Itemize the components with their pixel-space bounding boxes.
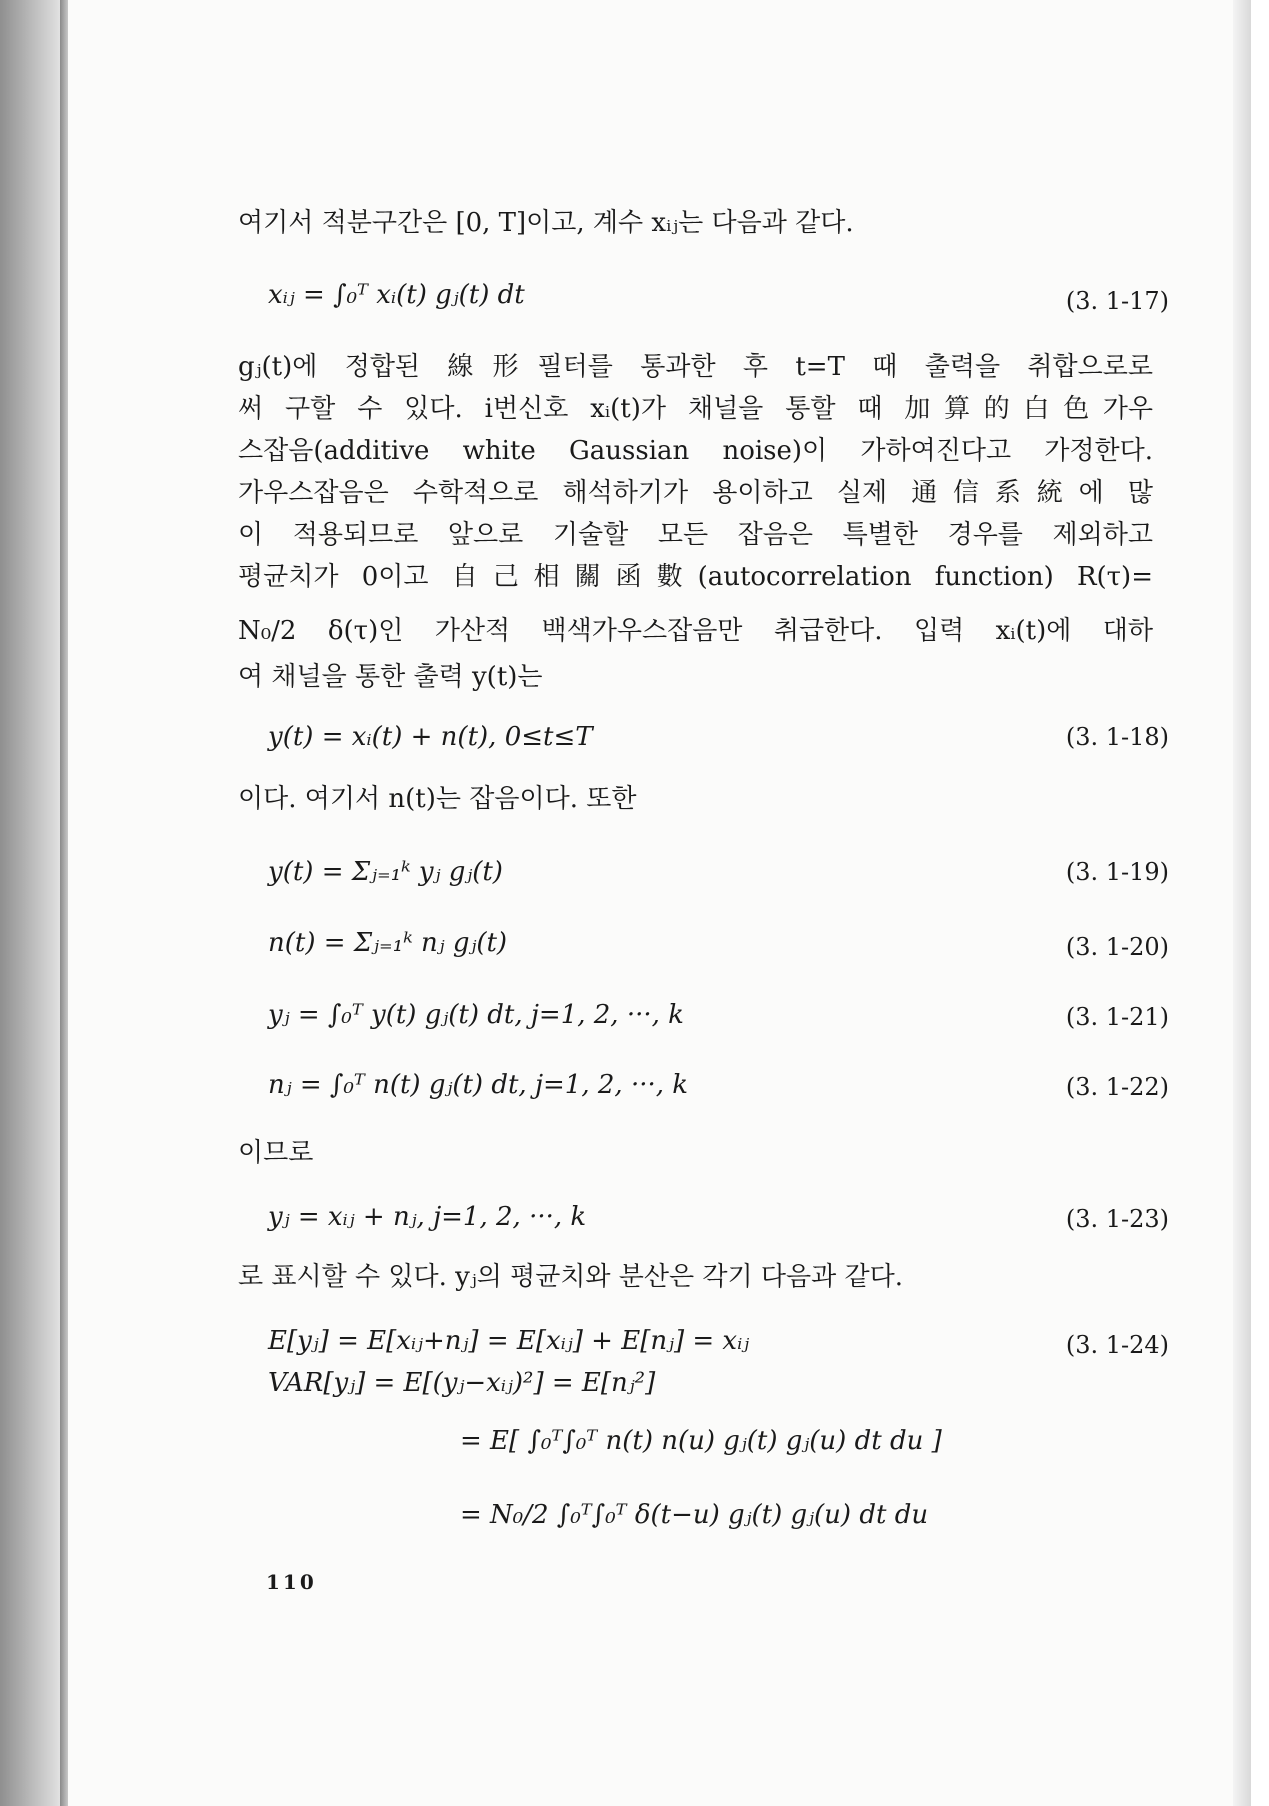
book-spine	[0, 0, 68, 1806]
equation-number: (3. 1-20)	[1065, 933, 1169, 961]
equation-number: (3. 1-24)	[1065, 1331, 1169, 1359]
equation-expr: y(t) = xᵢ(t) + n(t), 0≤t≤T	[268, 722, 593, 752]
equation-3-1-23	[268, 1198, 586, 1236]
equation-expr: xᵢⱼ = ∫₀ᵀ xᵢ(t) gⱼ(t) dt	[268, 280, 525, 310]
equation-expr: nⱼ = ∫₀ᵀ n(t) gⱼ(t) dt, j=1, 2, ···, k	[268, 1070, 689, 1100]
text-line-7: 평균치가 0이고 自己相關函數(autocorrelation function) R(τ)=	[238, 562, 1153, 592]
equation-3-1-19	[268, 853, 503, 891]
text-line-10: 이다. 여기서 n(t)는 잡음이다. 또한	[238, 784, 637, 814]
equation-3-1-17	[268, 276, 525, 314]
text-line-3: 써 구할 수 있다. i번신호 xᵢ(t)가 채널을 통할 때 加算的白色가우	[238, 394, 1153, 424]
equation-expr: VAR[yⱼ] = E[(yⱼ−xᵢⱼ)²] = E[nⱼ²]	[268, 1368, 656, 1398]
equation-expr: yⱼ = ∫₀ᵀ y(t) gⱼ(t) dt, j=1, 2, ···, k	[268, 1000, 684, 1030]
equation-expr: y(t) = Σⱼ₌₁ᵏ yⱼ gⱼ(t)	[268, 857, 503, 887]
equation-3-1-24	[268, 1322, 749, 1360]
equation-3-1-20	[268, 924, 507, 962]
text-line-2: gⱼ(t)에 정합된 線形필터를 통과한 후 t=T 때 출력을 취합으로로	[238, 352, 1153, 382]
equation-3-1-21	[268, 996, 684, 1034]
equation-expr: E[yⱼ] = E[xᵢⱼ+nⱼ] = E[xᵢⱼ] + E[nⱼ] = xᵢⱼ	[268, 1326, 750, 1356]
equation-expr: = E[ ∫₀ᵀ∫₀ᵀ n(t) n(u) gⱼ(t) gⱼ(u) dt du ]	[460, 1426, 942, 1456]
equation-number: (3. 1-19)	[1065, 858, 1169, 886]
page-right-shadow	[1233, 0, 1251, 1806]
text-line-9: 여 채널을 통한 출력 y(t)는	[238, 662, 543, 692]
text-line-12: 로 표시할 수 있다. yⱼ의 평균치와 분산은 각기 다음과 같다.	[238, 1262, 904, 1292]
equation-variance-step-3	[460, 1496, 928, 1534]
equation-expr: n(t) = Σⱼ₌₁ᵏ nⱼ gⱼ(t)	[268, 928, 508, 958]
equation-number: (3. 1-23)	[1065, 1205, 1169, 1233]
equation-variance	[268, 1364, 655, 1402]
text-line-11: 이므로	[238, 1138, 314, 1168]
text-line-8: N₀/2 δ(τ)인 가산적 백색가우스잡음만 취급한다. 입력 xᵢ(t)에 대하	[238, 616, 1153, 646]
equation-number: (3. 1-17)	[1065, 287, 1169, 315]
page-number: 110	[266, 1570, 317, 1594]
equation-expr: = N₀/2 ∫₀ᵀ∫₀ᵀ δ(t−u) gⱼ(t) gⱼ(u) dt du	[460, 1500, 929, 1530]
equation-expr: yⱼ = xᵢⱼ + nⱼ, j=1, 2, ···, k	[268, 1202, 587, 1232]
text-line-4: 스잡음(additive white Gaussian noise)이 가하여진다고 가정한다.	[238, 436, 1153, 466]
equation-number: (3. 1-21)	[1065, 1003, 1169, 1031]
equation-number: (3. 1-18)	[1065, 723, 1169, 751]
page-stack-edge	[60, 0, 68, 1806]
equation-number: (3. 1-22)	[1065, 1073, 1169, 1101]
text-line-6: 이 적용되므로 앞으로 기술할 모든 잡음은 특별한 경우를 제외하고	[238, 520, 1153, 550]
equation-3-1-18	[268, 718, 593, 756]
book-page	[68, 0, 1251, 1806]
equation-3-1-22	[268, 1066, 688, 1104]
text-line-1: 여기서 적분구간은 [0, T]이고, 계수 xᵢⱼ는 다음과 같다.	[238, 208, 854, 238]
equation-variance-step-2	[460, 1422, 942, 1460]
text-line-5: 가우스잡음은 수학적으로 해석하기가 용이하고 실제 通信系統에 많	[238, 478, 1153, 508]
